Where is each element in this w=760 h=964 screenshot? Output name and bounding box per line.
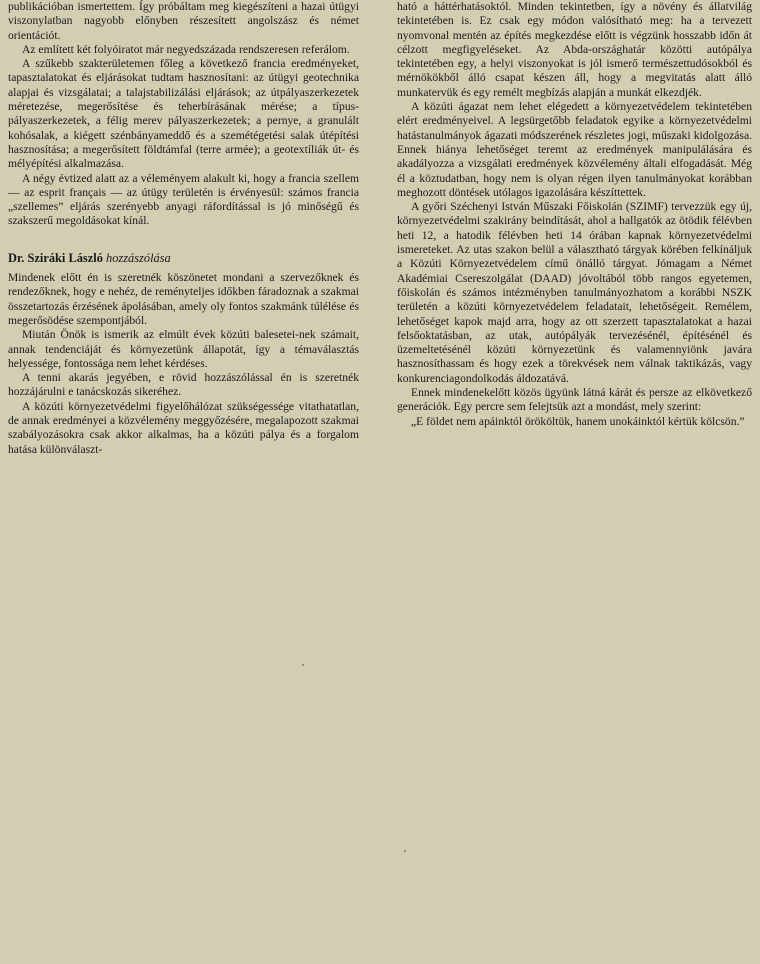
paragraph: Mindenek előtt én is szeretnék köszönetet mondani a szervezőknek és rendezőknek, hogy e nehéz, de reményteljes időkben fáradoznak a szakmai összetartozás érzésének ápolásában, amely oly fontos szakmánk túlélése és megerősödése szempontjából. — [8, 271, 359, 327]
paragraph: Az említett két folyóiratot már negyedszázada rendszeresen referálom. — [22, 42, 350, 56]
author-name: Dr. Sziráki László — [8, 250, 103, 265]
scan-speck — [302, 664, 304, 666]
scan-speck — [404, 850, 406, 852]
paragraph: A tenni akarás jegyében, e rövid hozzászólással én is szeretnék hozzájárulni e tanácskozás sikeréhez. — [8, 371, 359, 399]
right-column — [397, 0, 752, 429]
paragraph: A szűkebb szakterületemen főleg a következő francia eredményeket, tapasztalatokat és eljárásokat tudtam hasznosítani: az útügyi geotechnika alapjai és vizsgálatai; a talajstabilizálási eljárások; az útpályaszerkezetek méretezése, megerősítése és teherbírásának mérése; a típus-pályaszerkezetek, a félig merev pályaszerkezetek; a pernye, a granulált kohósalak, a kiégett szénbányameddő és a szemétégetési salak útépítési hasznosítása; a megerősített földtámfal (terre armée); a geotextíliák út- és mélyépítési alkalmazása. — [8, 57, 359, 171]
section-heading — [8, 251, 359, 265]
closing-quote: „E földet nem apáinktól örököltük, hanem unokáinktól kértük kölcsön.” — [411, 414, 745, 428]
paragraph: A négy évtized alatt az a véleményem alakult ki, hogy a francia szellem — az esprit français — az útügy területén is érvényesül: számos francia „szellemes” eljárás szerényebb anyagi ráfordítással is jó minőségű és szakszerű megoldásokat kínál. — [8, 171, 359, 228]
paragraph: Ennek mindenekelőtt közös ügyünk látná kárát és persze az elkövetkező generációk. Egy percre sem felejtsük azt a mondást, mely szerint: — [397, 386, 752, 414]
heading-suffix: hozzászólása — [106, 250, 171, 265]
paragraph: A közúti környezetvédelmi figyelőhálózat szükségessége vitathatatlan, de annak eredményei a közvélemény meggyőzésére, megalapozott szakmai szabályozásokra csak akkor alkalmas, ha a közúti pálya és a forgalom hatása különválaszt- — [8, 399, 359, 456]
paragraph: Miután Önök is ismerik az elmúlt évek közúti balesetei-nek számait, annak tendenciáját és környezetünk állapotát, így a témaválasztás helyessége, fontossága nem lehet kérdéses. — [8, 328, 359, 370]
left-column — [8, 0, 359, 457]
paragraph: A győri Széchenyi István Műszaki Főiskolán (SZIMF) tervezzük egy új, környezetvédelmi szakirány beindítását, ahol a hallgatók az ötödik félévben heti 12, a hatodik félévben heti 14 órában kapnak környezetvédelmi ismereteket. Az utas szakon belül a választható tárgyak körében felkínáljuk a Közúti Környezetvédelem című önálló tárgyat. Jómagam a Német Akadémiai Csereszolgálat (DAAD) jóvoltából több rangos egyetemen, főiskolán és számos intézményben tanulmányozhatom a korábbi NSZK területén a közúti környezetvédelem feladatait, lehetőségeit. Remélem, lehetőséget kapok majd arra, hogy az ott szerzett tapasztalatokat a hazai felsőoktatásban, az utak, autópályák tervezésénél, építésénél és üzemeltetésénél közúti környezetünk és valamennyiönk javára hasznosíthassam és hogy ezek a törekvések nem válnak taktikázás, vagy konkurenciagondolkodás áldozatává. — [397, 200, 752, 385]
paragraph: ható a háttérhatásoktól. Minden tekintetben, így a növény és állatvilág tekintetében is. Ez csak egy módon valósítható meg: ha a tervezett nyomvonal mentén az építés megkezdése előtt is végzünk hosszabb időn át célzott megfigyeléseket. Az Abda-országhatár közötti autópálya tekintetében egy, a helyi viszonyokat is jól ismerő természettudósokból és mérnökökből álló csapat készen áll, hogy a megvitatás alatt álló munkatervük és egy remélt megbízás alapján a munkát elkezdjék. — [397, 0, 752, 99]
paragraph: A közúti ágazat nem lehet elégedett a környezetvédelem tekintetében elért eredményeivel. A legsürgetőbb feladatok egyike a környezetvédelmi hatástanulmányok ágazati módszerének részletes jogi, műszaki kidolgozása. Ennek hiánya lehetőséget teremt az eredmények manipulálására és akadályozza a vizsgálati eredmények közvélemény általi elfogadását. Még él a köztudatban, hogy nem is olyan régen ilyen tanulmányokat korábban meghozott döntések utólagos igazolására készíttettek. — [397, 100, 752, 199]
paragraph: publikációban ismertettem. Így próbáltam meg kiegészíteni a hazai útügyi viszonylatban nagyobb előnyben részesített angolszász és német orientációt. — [8, 0, 359, 42]
